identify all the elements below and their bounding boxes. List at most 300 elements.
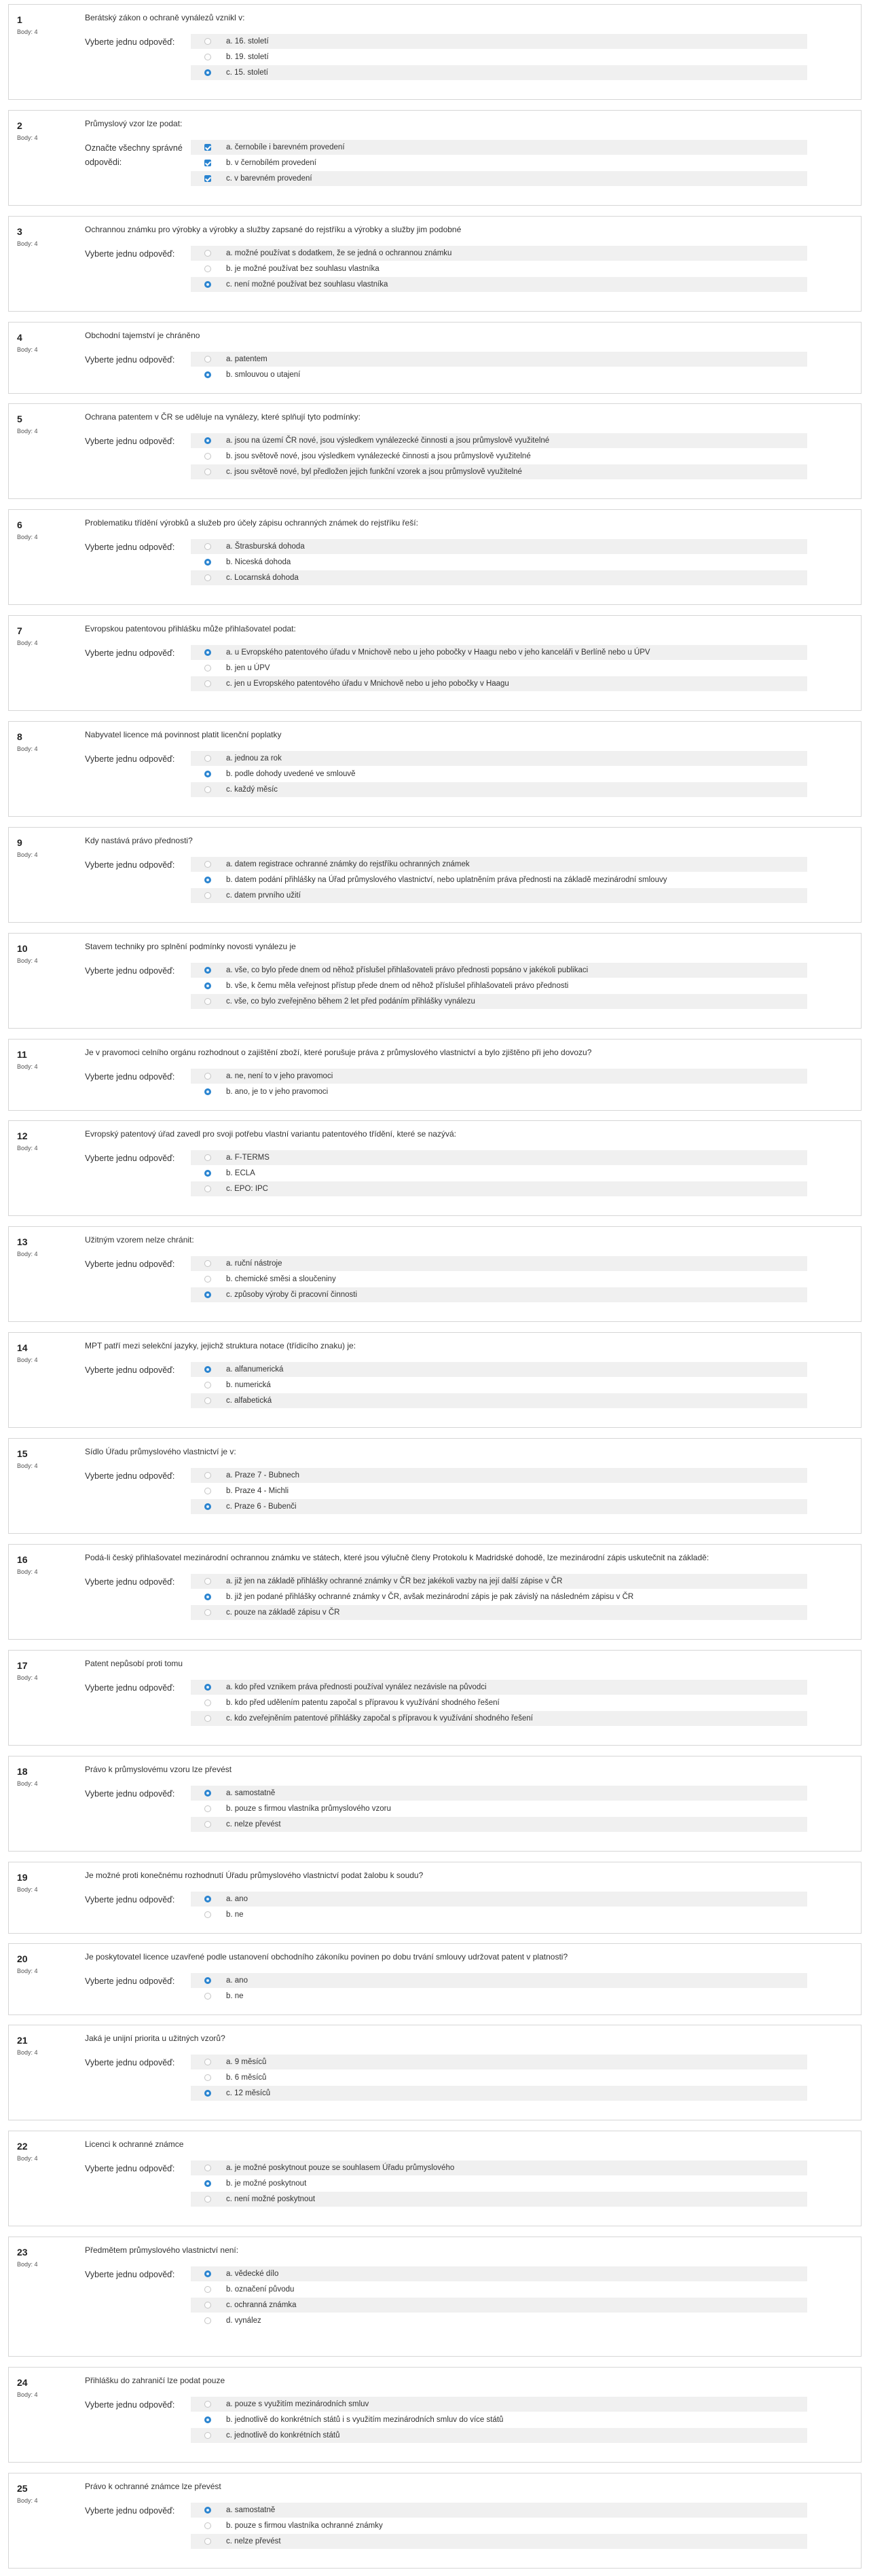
question-points: Body: 4 (17, 29, 38, 35)
radio-button[interactable] (204, 437, 211, 444)
answer-option[interactable] (191, 1468, 807, 1483)
answer-option-label: b. Niceská dohoda (226, 558, 291, 566)
radio-button[interactable] (204, 1699, 211, 1706)
radio-button[interactable] (204, 543, 211, 550)
answer-option[interactable] (191, 2192, 807, 2207)
answer-option-label: c. alfabetická (226, 1397, 272, 1405)
answer-option-label: b. již jen podané přihlášky ochranné známky v ČR, avšak mezinárodní zápis je pak závislý na následném zápisu v ČR (226, 1593, 634, 1601)
question-number: 6 (17, 519, 22, 530)
radio-button[interactable] (204, 1790, 211, 1797)
answer-option-label: c. jednotlivě do konkrétních států (226, 2431, 340, 2440)
answer-prompt: Vyberte jednu odpověď: (85, 249, 175, 259)
question-11 (8, 1039, 862, 1111)
question-text: Je v pravomoci celního orgánu rozhodnout o zajištění zboží, které porušuje práva z průmyslového vlastnictví a bylo zjištěno při jeho dovozu? (85, 1048, 592, 1057)
question-number: 1 (17, 14, 22, 25)
answer-option-label: c. Praze 6 - Bubenči (226, 1503, 297, 1511)
answer-prompt: Vyberte jednu odpověď: (85, 1577, 175, 1587)
answer-option-label: c. vše, co bylo zveřejněno během 2 let před podáním přihlášky vynálezu (226, 997, 475, 1006)
answer-prompt: Vyberte jednu odpověď: (85, 648, 175, 658)
answer-option-label: b. je možné poskytnout (226, 2179, 307, 2188)
answer-list (191, 352, 807, 383)
answer-option[interactable] (191, 2428, 807, 2443)
radio-button[interactable] (204, 69, 211, 76)
question-info (17, 943, 81, 964)
question-number: 21 (17, 2035, 28, 2046)
answer-option-label: b. podle dohody uvedené ve smlouvě (226, 770, 356, 778)
question-text: Ochrannou známku pro výrobky a výrobky a služby zapsané do rejstříku a výrobky a služby jim podobné (85, 225, 462, 234)
question-points: Body: 4 (17, 1251, 38, 1257)
answer-option[interactable] (191, 2176, 807, 2191)
question-number: 7 (17, 625, 22, 636)
question-info (17, 2247, 81, 2268)
radio-button[interactable] (204, 1805, 211, 1812)
answer-option-label: b. ne (226, 1911, 244, 1919)
radio-button[interactable] (204, 1366, 211, 1373)
radio-button[interactable] (204, 786, 211, 793)
radio-button[interactable] (204, 877, 211, 883)
answer-option-label: a. jednou za rok (226, 754, 282, 762)
question-info (17, 1872, 81, 1893)
answer-option[interactable] (191, 2298, 807, 2313)
radio-button[interactable] (204, 1896, 211, 1902)
checkbox[interactable] (204, 144, 211, 151)
question-info (17, 1554, 81, 1575)
question-text: Jaká je unijní priorita u užitných vzorů? (85, 2034, 225, 2043)
answer-list (191, 751, 807, 798)
question-info (17, 1342, 81, 1363)
answer-option[interactable] (191, 1362, 807, 1377)
question-info (17, 1660, 81, 1681)
question-number: 19 (17, 1872, 28, 1883)
answer-prompt: Vyberte jednu odpověď: (85, 37, 175, 47)
question-text: Je poskytovatel licence uzavřené podle ustanovení obchodního zákoníku povinen po dobu trvání smlouvy udržovat patent v platnosti? (85, 1952, 568, 1962)
answer-option[interactable] (191, 1181, 807, 1196)
question-points: Body: 4 (17, 346, 38, 353)
radio-button[interactable] (204, 967, 211, 974)
answer-option[interactable] (191, 277, 807, 292)
answer-prompt: Označte všechny správné odpovědi: (85, 143, 183, 167)
answer-option[interactable] (191, 1892, 807, 1907)
radio-button[interactable] (204, 2090, 211, 2097)
question-info (17, 519, 81, 540)
radio-button[interactable] (204, 1993, 211, 2000)
answer-prompt: Vyberte jednu odpověď: (85, 1259, 175, 1269)
answer-prompt: Vyberte jednu odpověď: (85, 1471, 175, 1481)
answer-option[interactable] (191, 1680, 807, 1695)
answer-option[interactable] (191, 751, 807, 766)
answer-list (191, 433, 807, 480)
question-info (17, 1049, 81, 1070)
radio-button[interactable] (204, 2059, 211, 2065)
answer-list (191, 34, 807, 81)
question-points: Body: 4 (17, 1674, 38, 1681)
answer-option-label: c. datem prvního užití (226, 891, 301, 900)
radio-button[interactable] (204, 1073, 211, 1080)
answer-option-label: c. Locarnská dohoda (226, 574, 299, 582)
answer-option-label: a. vědecké dílo (226, 2270, 279, 2278)
answer-option[interactable] (191, 963, 807, 978)
answer-option-label: c. 12 měsíců (226, 2089, 271, 2097)
answer-option[interactable] (191, 888, 807, 903)
radio-button[interactable] (204, 265, 211, 272)
question-number: 11 (17, 1049, 27, 1060)
answer-option[interactable] (191, 570, 807, 585)
radio-button[interactable] (204, 2432, 211, 2439)
radio-button[interactable] (204, 2196, 211, 2203)
question-text: Podá-li český přihlašovatel mezinárodní ochrannou známku ve státech, které jsou výlučně členy Protokolu k Madridské dohodě, lze mezinárodní zápis uskutečnit na základě: (85, 1553, 709, 1562)
answer-option[interactable] (191, 1378, 807, 1393)
answer-option-label: b. ano, je to v jeho pravomoci (226, 1088, 329, 1096)
radio-button[interactable] (204, 1170, 211, 1177)
radio-button[interactable] (204, 680, 211, 687)
answer-prompt: Vyberte jednu odpověď: (85, 2400, 175, 2410)
question-points: Body: 4 (17, 2155, 38, 2162)
answer-option-label: c. v barevném provedení (226, 174, 312, 183)
answer-option[interactable] (191, 676, 807, 691)
radio-button[interactable] (204, 1609, 211, 1616)
question-points: Body: 4 (17, 851, 38, 858)
answer-prompt: Vyberte jednu odpověď: (85, 1895, 175, 1905)
question-points: Body: 4 (17, 534, 38, 540)
radio-button[interactable] (204, 2286, 211, 2293)
question-info (17, 1953, 81, 1974)
answer-option[interactable] (191, 2086, 807, 2101)
answer-option[interactable] (191, 872, 807, 887)
answer-option-label: b. pouze s firmou vlastníka ochranné známky (226, 2522, 383, 2530)
radio-button[interactable] (204, 1382, 211, 1388)
answer-option-label: a. u Evropského patentového úřadu v Mnichově nebo u jeho pobočky v Haagu nebo v jeho kanceláři v Berlíně nebo u ÚPV (226, 648, 650, 657)
answer-option-label: b. jsou světově nové, jsou výsledkem vynálezecké činnosti a jsou průmyslově využitelné (226, 452, 531, 460)
answer-option[interactable] (191, 1084, 807, 1099)
answer-option-label: c. nelze převést (226, 1820, 281, 1828)
answer-prompt: Vyberte jednu odpověď: (85, 860, 175, 870)
answer-option-label: b. v černobílém provedení (226, 159, 316, 167)
answer-option[interactable] (191, 1256, 807, 1271)
answer-option[interactable] (191, 782, 807, 797)
answer-option-label: c. není možné používat bez souhlasu vlastníka (226, 280, 388, 289)
radio-button[interactable] (204, 2538, 211, 2545)
answer-option[interactable] (191, 661, 807, 676)
answer-option[interactable] (191, 1973, 807, 1988)
answer-option[interactable] (191, 1989, 807, 2004)
answer-prompt: Vyberte jednu odpověď: (85, 437, 175, 446)
radio-button[interactable] (204, 892, 211, 899)
question-text: Je možné proti konečnému rozhodnutí Úřadu průmyslového vlastnictví podat žalobu k soudu? (85, 1871, 424, 1880)
radio-button[interactable] (204, 54, 211, 60)
answer-option-label: a. ano (226, 1976, 248, 1985)
radio-button[interactable] (204, 1715, 211, 1722)
answer-option[interactable] (191, 857, 807, 872)
answer-list (191, 246, 807, 293)
radio-button[interactable] (204, 38, 211, 45)
answer-option-label: c. jen u Evropského patentového úřadu v Mnichově nebo u jeho pobočky v Haagu (226, 680, 509, 688)
question-points: Body: 4 (17, 640, 38, 646)
answer-option[interactable] (191, 1817, 807, 1832)
answer-option[interactable] (191, 994, 807, 1009)
answer-option[interactable] (191, 1589, 807, 1604)
question-info (17, 413, 81, 435)
answer-option-label: a. patentem (226, 355, 267, 363)
answer-option-label: b. je možné používat bez souhlasu vlastníka (226, 265, 380, 273)
answer-option-label: c. jsou světově nové, byl předložen jejich funkční vzorek a jsou průmyslově využitelné (226, 468, 522, 476)
question-info (17, 1236, 81, 1257)
answer-option-label: a. kdo před vznikem práva přednosti používal vynález nezávisle na původci (226, 1683, 487, 1691)
answer-prompt: Vyberte jednu odpověď: (85, 2058, 175, 2067)
answer-option[interactable] (191, 1484, 807, 1498)
question-4 (8, 322, 862, 394)
answer-option-label: a. vše, co bylo přede dnem od něhož příslušel přihlašovateli právo přednosti popsáno v jakékoli publikaci (226, 966, 589, 974)
answer-option-label: b. datem podání přihlášky na Úřad průmyslového vlastnictví, nebo uplatněním práva přednosti na základě mezinárodní smlouvy (226, 876, 667, 884)
question-info (17, 120, 81, 141)
answer-option-label: b. smlouvou o utajení (226, 371, 301, 379)
answer-option-label: b. jen u ÚPV (226, 664, 270, 672)
question-13 (8, 1226, 862, 1322)
answer-option-label: a. jsou na území ČR nové, jsou výsledkem vynálezecké činnosti a jsou průmyslově využitelné (226, 437, 550, 445)
answer-list (191, 1973, 807, 2004)
question-5 (8, 403, 862, 499)
answer-option[interactable] (191, 555, 807, 570)
radio-button[interactable] (204, 1397, 211, 1404)
radio-button[interactable] (204, 998, 211, 1005)
question-number: 20 (17, 1953, 28, 1964)
radio-button[interactable] (204, 1911, 211, 1918)
question-info (17, 2141, 81, 2162)
question-points: Body: 4 (17, 2391, 38, 2398)
answer-option[interactable] (191, 65, 807, 80)
question-6 (8, 509, 862, 605)
radio-button[interactable] (204, 1291, 211, 1298)
answer-option[interactable] (191, 2313, 807, 2328)
answer-option[interactable] (191, 1272, 807, 1287)
question-text: Stavem techniky pro splnění podmínky novosti vynálezu je (85, 942, 296, 951)
answer-option[interactable] (191, 2534, 807, 2549)
answer-option-label: b. jednotlivě do konkrétních států i s využitím mezinárodních smluv do více států (226, 2416, 504, 2424)
question-10 (8, 933, 862, 1029)
radio-button[interactable] (204, 250, 211, 257)
question-text: Právo k průmyslovému vzoru lze převést (85, 1765, 232, 1774)
question-15 (8, 1438, 862, 1534)
answer-option[interactable] (191, 2282, 807, 2297)
answer-option[interactable] (191, 155, 807, 170)
radio-button[interactable] (204, 1154, 211, 1161)
answer-list (191, 1468, 807, 1515)
radio-button[interactable] (204, 2074, 211, 2081)
radio-button[interactable] (204, 453, 211, 460)
question-text: Obchodní tajemství je chráněno (85, 331, 200, 340)
question-info (17, 2035, 81, 2056)
answer-option[interactable] (191, 246, 807, 261)
answer-option[interactable] (191, 1499, 807, 1514)
answer-option[interactable] (191, 1695, 807, 1710)
question-text: Kdy nastává právo přednosti? (85, 836, 193, 845)
answer-option[interactable] (191, 261, 807, 276)
answer-option[interactable] (191, 1150, 807, 1165)
question-points: Body: 4 (17, 1462, 38, 1469)
answer-option[interactable] (191, 2160, 807, 2175)
answer-option[interactable] (191, 352, 807, 367)
answer-option[interactable] (191, 2503, 807, 2518)
answer-option[interactable] (191, 34, 807, 49)
answer-option[interactable] (191, 978, 807, 993)
answer-option-label: c. není možné poskytnout (226, 2195, 316, 2203)
answer-option-label: c. EPO: IPC (226, 1185, 268, 1193)
answer-prompt: Vyberte jednu odpověď: (85, 1072, 175, 1082)
radio-button[interactable] (204, 2522, 211, 2529)
answer-option[interactable] (191, 2412, 807, 2427)
answer-option[interactable] (191, 1711, 807, 1726)
radio-button[interactable] (204, 2165, 211, 2171)
question-info (17, 625, 81, 646)
answer-option-label: b. ECLA (226, 1169, 255, 1177)
radio-button[interactable] (204, 1594, 211, 1600)
answer-option[interactable] (191, 2266, 807, 2281)
radio-button[interactable] (204, 1503, 211, 1510)
answer-option[interactable] (191, 1069, 807, 1084)
answer-option-label: a. již jen na základě přihlášky ochranné známky v ČR bez jakékoli vazby na její další zápise v ČR (226, 1577, 563, 1585)
question-points: Body: 4 (17, 1886, 38, 1893)
answer-option-label: c. pouze na základě zápisu v ČR (226, 1608, 340, 1617)
radio-button[interactable] (204, 2180, 211, 2187)
answer-option-label: a. 9 měsíců (226, 2058, 267, 2066)
radio-button[interactable] (204, 1684, 211, 1691)
question-text: Sídlo Úřadu průmyslového vlastnictví je v: (85, 1447, 236, 1456)
answer-option[interactable] (191, 645, 807, 660)
answer-list (191, 2266, 807, 2329)
answer-option[interactable] (191, 449, 807, 464)
answer-option[interactable] (191, 1786, 807, 1801)
radio-button[interactable] (204, 1821, 211, 1828)
question-number: 14 (17, 1342, 28, 1353)
radio-button[interactable] (204, 1472, 211, 1479)
answer-option[interactable] (191, 50, 807, 65)
answer-option[interactable] (191, 539, 807, 554)
answer-prompt: Vyberte jednu odpověď: (85, 1976, 175, 1986)
question-text: Problematiku třídění výrobků a služeb pro účely zápisu ochranných známek do rejstříku řeší: (85, 518, 418, 528)
answer-option[interactable] (191, 1801, 807, 1816)
answer-option[interactable] (191, 767, 807, 781)
radio-button[interactable] (204, 861, 211, 868)
answer-list (191, 2055, 807, 2101)
radio-button[interactable] (204, 356, 211, 363)
answer-option[interactable] (191, 140, 807, 155)
question-1 (8, 4, 862, 100)
answer-prompt: Vyberte jednu odpověď: (85, 1683, 175, 1693)
radio-button[interactable] (204, 2416, 211, 2423)
question-info (17, 332, 81, 353)
checkbox[interactable] (204, 175, 211, 182)
question-info (17, 731, 81, 752)
answer-list (191, 1256, 807, 1303)
question-text: Patent nepůsobí proti tomu (85, 1659, 183, 1668)
question-info (17, 1448, 81, 1469)
radio-button[interactable] (204, 649, 211, 656)
answer-option[interactable] (191, 1574, 807, 1589)
answer-option[interactable] (191, 1287, 807, 1302)
answer-option-label: b. označení původu (226, 2285, 295, 2294)
answer-option[interactable] (191, 2518, 807, 2533)
question-points: Body: 4 (17, 2049, 38, 2056)
question-points: Body: 4 (17, 2261, 38, 2268)
answer-option-label: c. způsoby výroby či pracovní činnosti (226, 1291, 358, 1299)
radio-button[interactable] (204, 755, 211, 762)
radio-button[interactable] (204, 1488, 211, 1494)
radio-button[interactable] (204, 771, 211, 777)
answer-option[interactable] (191, 1907, 807, 1922)
question-info (17, 2483, 81, 2504)
radio-button[interactable] (204, 574, 211, 581)
radio-button[interactable] (204, 1276, 211, 1283)
question-3 (8, 216, 862, 312)
radio-button[interactable] (204, 281, 211, 288)
radio-button[interactable] (204, 1185, 211, 1192)
question-text: MPT patří mezi selekční jazyky, jejichž struktura notace (třídicího znaku) je: (85, 1341, 356, 1350)
answer-option-label: a. ano (226, 1895, 248, 1903)
question-number: 5 (17, 413, 22, 424)
radio-button[interactable] (204, 371, 211, 378)
answer-option[interactable] (191, 1605, 807, 1620)
question-points: Body: 4 (17, 1568, 38, 1575)
answer-option-label: b. kdo před udělením patentu započal s přípravou k využívání shodného řešení (226, 1699, 500, 1707)
radio-button[interactable] (204, 982, 211, 989)
answer-option[interactable] (191, 1393, 807, 1408)
question-info (17, 226, 81, 247)
question-points: Body: 4 (17, 1145, 38, 1152)
radio-button[interactable] (204, 559, 211, 566)
radio-button[interactable] (204, 2507, 211, 2514)
question-18 (8, 1756, 862, 1852)
question-7 (8, 615, 862, 711)
radio-button[interactable] (204, 2302, 211, 2308)
answer-list (191, 963, 807, 1010)
radio-button[interactable] (204, 1088, 211, 1095)
checkbox[interactable] (204, 160, 211, 166)
question-16 (8, 1544, 862, 1640)
radio-button[interactable] (204, 665, 211, 671)
question-23 (8, 2237, 862, 2357)
question-number: 18 (17, 1766, 28, 1777)
answer-option[interactable] (191, 433, 807, 448)
answer-option[interactable] (191, 2070, 807, 2085)
answer-option[interactable] (191, 171, 807, 186)
question-12 (8, 1120, 862, 1216)
question-info (17, 837, 81, 858)
answer-list (191, 645, 807, 692)
answer-option[interactable] (191, 2055, 807, 2069)
question-points: Body: 4 (17, 134, 38, 141)
question-number: 13 (17, 1236, 28, 1247)
radio-button[interactable] (204, 1977, 211, 1984)
question-number: 10 (17, 943, 28, 954)
radio-button[interactable] (204, 468, 211, 475)
radio-button[interactable] (204, 1578, 211, 1585)
radio-button[interactable] (204, 2270, 211, 2277)
answer-option[interactable] (191, 1166, 807, 1181)
radio-button[interactable] (204, 2401, 211, 2408)
answer-option[interactable] (191, 367, 807, 382)
answer-option[interactable] (191, 464, 807, 479)
answer-option-label: a. 16. století (226, 37, 269, 45)
question-text: Ochrana patentem v ČR se uděluje na vynálezy, které splňují tyto podmínky: (85, 412, 360, 422)
question-points: Body: 4 (17, 1357, 38, 1363)
question-number: 9 (17, 837, 22, 848)
radio-button[interactable] (204, 1260, 211, 1267)
answer-option[interactable] (191, 2397, 807, 2412)
answer-option-label: a. samostatně (226, 2506, 276, 2514)
radio-button[interactable] (204, 2317, 211, 2324)
answer-option-label: a. je možné poskytnout pouze se souhlasem Úřadu průmyslového (226, 2164, 455, 2172)
question-number: 15 (17, 1448, 28, 1459)
answer-option-label: b. numerická (226, 1381, 271, 1389)
